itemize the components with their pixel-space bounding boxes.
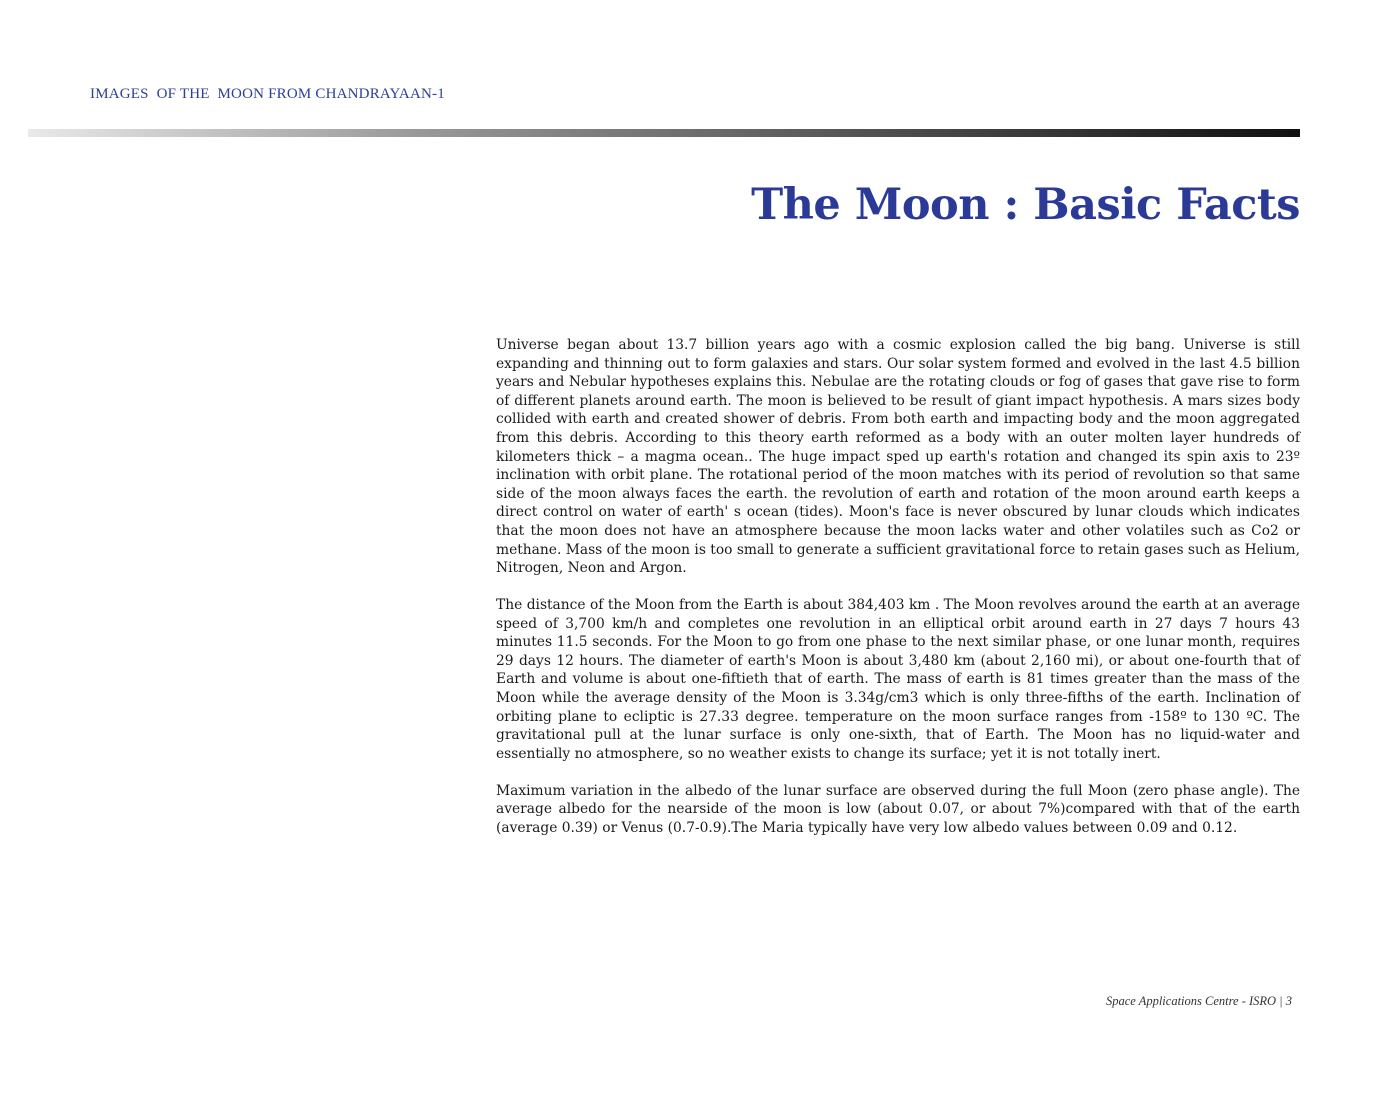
- page-footer: Space Applications Centre - ISRO | 3: [1105, 994, 1292, 1008]
- paragraph-orbit-facts: The distance of the Moon from the Earth is about 384,403 km . The Moon revolves around the earth at an average speed of 3,700 km/h and completes one revolution in an elliptical orbit around earth in 27 days 7 hours 43 minutes 11.5 seconds. For the Moon to go from one phase to the next similar phase, or one lunar month, requires 29 days 12 hours. The diameter of earth's Moon is about 3,480 km (about 2,160 mi), or about one-fourth that of Earth and volume is about one-fiftieth that of earth. The mass of earth is 81 times greater than the mass of the Moon while the average density of the Moon is 3.34g/cm3 which is only three-fifths of the earth. Inclination of orbiting plane to ecliptic is 27.33 degree. temperature on the moon surface ranges from -158º to 130 ºC. The gravitational pull at the lunar surface is only one-sixth, that of Earth. The Moon has no liquid-water and essentially no atmosphere, so no weather exists to change its surface; yet it is not totally inert.: [496, 597, 1300, 762]
- running-header-title: IMAGES OF THE MOON FROM CHANDRAYAAN-1: [90, 86, 445, 102]
- paragraph-origin: Universe began about 13.7 billion years ago with a cosmic explosion called the big bang. Universe is still expanding and thinning out to form galaxies and stars. Our solar system formed and evolved in the last 4.5 billion years and Nebular hypotheses explains this. Nebulae are the rotating clouds or fog of gases that gave rise to form of different planets around earth. The moon is believed to be result of giant impact hypothesis. A mars sizes body collided with earth and created shower of debris. From both earth and impacting body and the moon aggregated from this debris. According to this theory earth reformed as a body with an outer molten layer hundreds of kilometers thick – a magma ocean.. The huge impact sped up earth's rotation and changed its spin axis to 23º inclination with orbit plane. The rotational period of the moon matches with its period of revolution so that same side of the moon always faces the earth. the revolution of earth and rotation of the moon around earth keeps a direct control on water of earth' s ocean (tides). Moon's face is never obscured by lunar clouds which indicates that the moon does not have an atmosphere because the moon lacks water and other volatiles such as Co2 or methane. Mass of the moon is too small to generate a sufficient gravitational force to retain gases such as Helium, Nitrogen, Neon and Argon.: [496, 337, 1300, 577]
- body-text: [496, 336, 1300, 856]
- paragraph-albedo: Maximum variation in the albedo of the lunar surface are observed during the full Moon (zero phase angle). The average albedo for the nearside of the moon is low (about 0.07, or about 7%)compared with that of the earth (average 0.39) or Venus (0.7-0.9).The Maria typically have very low albedo values between 0.09 and 0.12.: [496, 782, 1300, 837]
- header-gradient-rule: [28, 129, 1300, 137]
- page-title: The Moon : Basic Facts: [751, 180, 1300, 230]
